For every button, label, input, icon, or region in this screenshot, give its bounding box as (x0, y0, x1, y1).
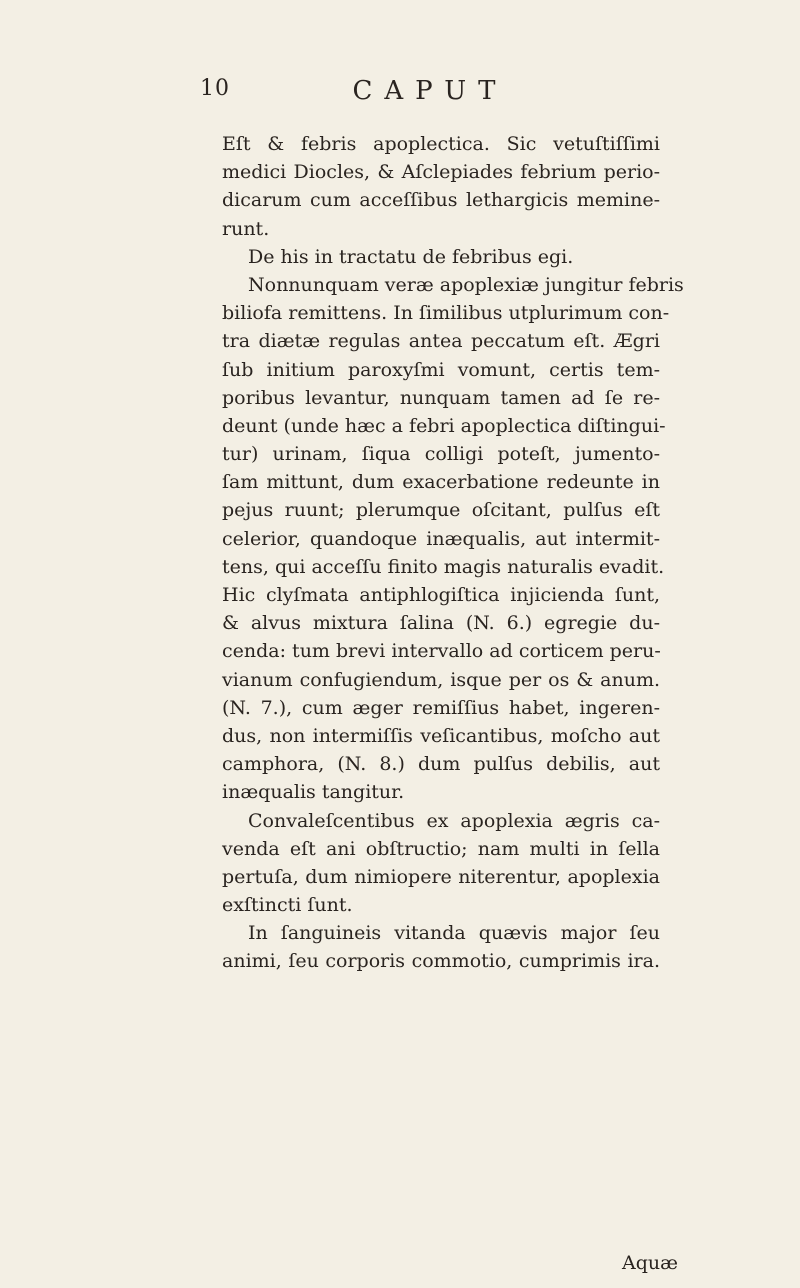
text-line: Convaleſcentibus ex apoplexia ægris ca- (248, 809, 660, 832)
text-line: animi, ſeu corporis commotio, cumprimis ira. (222, 950, 660, 973)
catchword: Aquæ (622, 1252, 678, 1274)
text-line: In ſanguineis vitanda quævis major ſeu (248, 922, 660, 945)
text-line: exſtincti ſunt. (222, 894, 353, 917)
text-line: biliofa remittens. In ſimilibus utplurimum con- (222, 302, 670, 325)
text-line: De his in tractatu de febribus egi. (248, 245, 574, 268)
text-line: (N. 7.), cum æger remiſſius habet, ingeren- (222, 696, 660, 719)
text-line: tra diætæ regulas antea peccatum eſt. Ægri (222, 330, 660, 353)
text-line: cenda: tum brevi intervallo ad corticem peru- (222, 640, 661, 663)
running-head: CAPUT (352, 76, 508, 106)
page-header (200, 76, 660, 116)
text-line: venda eſt ani obſtructio; nam multi in ſella (222, 837, 660, 860)
text-line: inæqualis tangitur. (222, 781, 405, 804)
text-line: medici Diocles, & Aſclepiades febrium perio- (222, 161, 660, 184)
text-body (222, 130, 684, 976)
text-line: pejus ruunt; plerumque oſcitant, pulſus eſt (222, 499, 660, 522)
text-line: tens, qui acceſſu finito magis naturalis evadit. (222, 555, 665, 578)
page-number: 10 (200, 76, 230, 101)
text-line: deunt (unde hæc a febri apoplectica diſtingui- (222, 414, 666, 437)
text-line: ſam mittunt, dum exacerbatione redeunte in (222, 471, 660, 494)
text-line: dus, non intermiſſis veſicantibus, moſcho aut (222, 724, 660, 747)
text-line: poribus levantur, nunquam tamen ad ſe re- (222, 386, 660, 409)
text-line: tur) urinam, ſiqua colligi poteſt, jumento- (222, 443, 660, 466)
text-line: camphora, (N. 8.) dum pulſus debilis, aut (222, 753, 660, 776)
text-line: celerior, quandoque inæqualis, aut intermit- (222, 527, 660, 550)
text-line: vianum confugiendum, isque per os & anum. (222, 668, 660, 691)
text-line: runt. (222, 217, 270, 240)
text-line: pertuſa, dum nimiopere niterentur, apoplexia (222, 865, 660, 888)
text-line: Eſt & febris apoplectica. Sic vetuſtiſſimi (222, 133, 660, 155)
text-line: Hic clyſmata antiphlogiſtica injicienda ſunt, (222, 584, 660, 606)
text-line: dicarum cum acceſſibus lethargicis memine- (222, 189, 660, 212)
text-line: ſub initium paroxyſmi vomunt, certis tem- (222, 358, 660, 381)
text-line: & alvus mixtura ſalina (N. 6.) egregie du- (222, 612, 660, 635)
text-line: Nonnunquam veræ apoplexiæ jungitur febris (248, 273, 684, 296)
